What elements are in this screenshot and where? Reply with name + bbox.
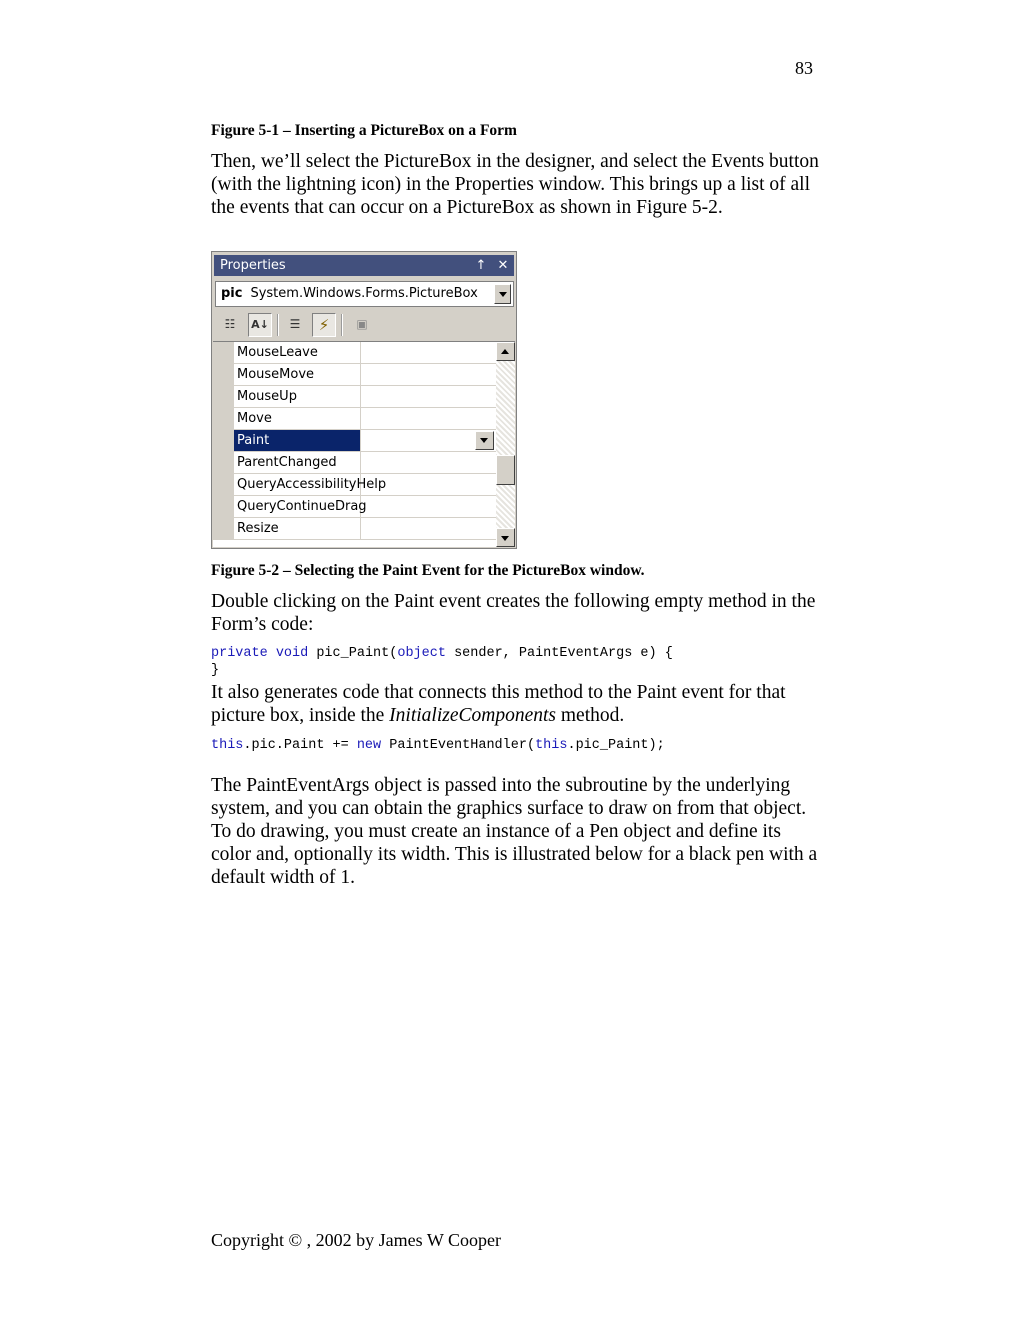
paragraph-double-click: Double clicking on the Paint event creates the following empty method in the Form’s code: [211, 591, 816, 635]
event-value-cell[interactable] [361, 518, 496, 539]
event-name[interactable]: MouseUp [234, 386, 361, 407]
event-value-cell[interactable] [361, 452, 496, 473]
chevron-down-icon [501, 536, 509, 541]
copyright-footer: Copyright © , 2002 by James W Cooper [211, 1230, 501, 1250]
row-gutter [213, 386, 234, 408]
grid-row[interactable] [213, 342, 496, 364]
code-keyword: new [356, 738, 382, 753]
event-value-cell[interactable] [361, 386, 496, 407]
code-keyword: this [535, 738, 568, 753]
object-type: System.Windows.Forms.PictureBox [250, 286, 478, 301]
code-text: PaintEventHandler( [381, 738, 536, 753]
row-gutter [213, 518, 234, 540]
event-value-cell[interactable] [361, 364, 496, 385]
row-gutter [213, 430, 234, 452]
code-text: .pic_Paint); [567, 738, 665, 753]
object-name: pic [221, 286, 243, 301]
row-gutter [213, 342, 234, 364]
event-name-selected[interactable]: Paint [234, 430, 361, 451]
code-keyword: private [211, 646, 268, 661]
code-block-handler [211, 737, 665, 754]
events-grid [213, 341, 515, 547]
grid-row[interactable] [213, 408, 496, 430]
grid-row-selected[interactable] [213, 430, 496, 452]
properties-icon[interactable]: ☰ [289, 317, 301, 331]
code-text: pic_Paint( [308, 646, 398, 661]
code-text: sender, PaintEventArgs e) { [445, 646, 673, 661]
scroll-up-button[interactable] [496, 342, 515, 361]
paragraph-generates-code [211, 681, 821, 727]
event-handler-dropdown-button[interactable] [475, 431, 494, 450]
categorized-icon[interactable]: ☷ [224, 317, 236, 331]
properties-title: Properties [220, 258, 286, 273]
paragraph-text: It also generates code that connects this method to the Paint event for that picture box, inside the [211, 682, 786, 726]
vertical-scrollbar[interactable] [496, 342, 515, 547]
scroll-thumb[interactable] [496, 455, 515, 485]
row-gutter [213, 408, 234, 430]
code-keyword: void [275, 646, 309, 661]
grid-row[interactable] [213, 386, 496, 408]
alphabetical-icon[interactable]: A↓ [248, 313, 272, 337]
row-gutter [213, 452, 234, 474]
code-keyword: this [211, 738, 244, 753]
event-name[interactable]: QueryContinueDrag [234, 496, 361, 517]
event-name[interactable]: Resize [234, 518, 361, 539]
event-value-cell[interactable] [361, 408, 496, 429]
grid-row[interactable] [213, 364, 496, 386]
chevron-up-icon [501, 349, 509, 354]
event-value-cell[interactable] [361, 474, 496, 495]
properties-title-bar [214, 255, 514, 276]
initialize-components-term: InitializeComponents [389, 705, 556, 726]
code-block-method [211, 645, 673, 679]
chevron-down-icon [480, 438, 488, 443]
chevron-down-icon [499, 292, 507, 297]
event-value-cell[interactable] [361, 342, 496, 363]
property-pages-icon[interactable]: ▣ [356, 317, 368, 331]
page-number: 83 [795, 58, 813, 78]
row-gutter [213, 364, 234, 386]
toolbar-separator [277, 314, 279, 336]
code-text: } [211, 663, 220, 678]
figure-5-2-caption: Figure 5-2 – Selecting the Paint Event for the PictureBox window. [211, 562, 645, 579]
paragraph-text: method. [556, 705, 625, 726]
row-gutter [213, 496, 234, 518]
event-value-cell[interactable] [361, 496, 496, 517]
code-keyword: object [397, 646, 446, 661]
properties-window [211, 251, 517, 549]
scroll-down-button[interactable] [496, 528, 515, 547]
object-selector-dropdown-button[interactable] [494, 284, 511, 304]
toolbar-separator [341, 314, 343, 336]
figure-5-1-caption: Figure 5-1 – Inserting a PictureBox on a Form [211, 122, 517, 139]
grid-row[interactable] [213, 452, 496, 474]
paragraph-painteventargs: The PaintEventArgs object is passed into the subroutine by the underlying system, and you can obtain the graphics surface to draw on from that object. To do drawing, you must create an instance of a Pen object and define its color and, optionally its width. This is illustrated below for a black pen with a default width of 1. [211, 775, 818, 888]
close-icon[interactable]: ✕ [497, 258, 509, 273]
grid-row[interactable] [213, 496, 496, 518]
object-selector[interactable] [215, 281, 514, 307]
event-name[interactable]: QueryAccessibilityHelp [234, 474, 361, 495]
grid-row[interactable] [213, 474, 496, 496]
event-name[interactable]: ParentChanged [234, 452, 361, 473]
event-name[interactable]: MouseLeave [234, 342, 361, 363]
pin-icon[interactable]: ↑ [475, 258, 487, 273]
code-text: .pic.Paint += [243, 738, 357, 753]
events-lightning-icon[interactable]: ⚡ [312, 313, 336, 337]
paragraph-select-events: Then, we’ll select the PictureBox in the designer, and select the Events button (with the lightning icon) in the Properties window. This brings up a list of all the events that can occur on a PictureBox as shown in Figure 5-2. [211, 151, 819, 218]
row-gutter [213, 474, 234, 496]
grid-row[interactable] [213, 518, 496, 540]
event-name[interactable]: MouseMove [234, 364, 361, 385]
event-name[interactable]: Move [234, 408, 361, 429]
